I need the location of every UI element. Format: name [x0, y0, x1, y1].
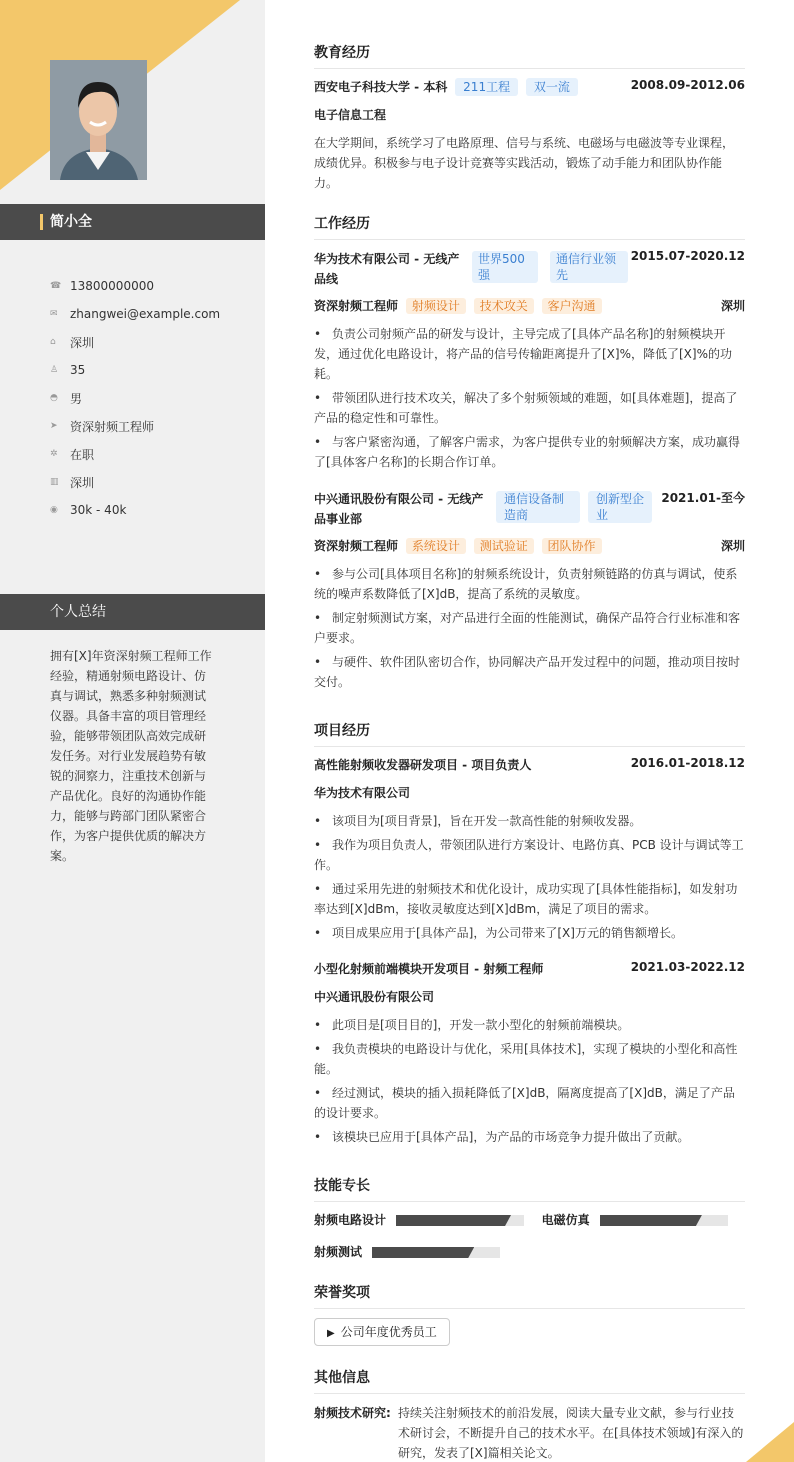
contact-list [50, 272, 260, 524]
contact-age [50, 356, 260, 384]
skill-level-fill [396, 1215, 511, 1226]
city-icon: ▥ [50, 477, 59, 487]
awards-section-title [314, 1282, 745, 1309]
status-icon: ✲ [50, 449, 58, 459]
tag-line: 业 [596, 508, 609, 522]
section-title: 工作经历 [314, 213, 745, 240]
contact-status [50, 440, 260, 468]
major: 电子信息工程 [314, 108, 387, 122]
skill-name: 射频测试 [314, 1245, 363, 1259]
avatar [50, 60, 147, 180]
skill-tag: 客户沟通 [542, 298, 602, 314]
skill-row [314, 1243, 745, 1261]
other-section-title [314, 1367, 745, 1394]
education-section-title [314, 42, 745, 69]
project-bullet: • 此项目是[项目目的]，开发一款小型化的射频前端模块。 [314, 1015, 745, 1035]
summary-title-bar [0, 594, 265, 630]
skill-tag: 系统设计 [406, 538, 466, 554]
company-name-line: 华为技术有限公司 - 无线产 [314, 252, 460, 266]
project-date: 2021.03-2022.12 [630, 960, 745, 974]
skill-tag: 技术攻关 [474, 298, 534, 314]
education-tag: 211工程 [455, 78, 518, 96]
home-icon: ⌂ [50, 337, 56, 347]
education-date: 2008.09-2012.06 [630, 78, 745, 92]
section-title: 荣誉奖项 [314, 1282, 745, 1309]
job-role: 资深射频工程师 [314, 299, 399, 313]
company-name [314, 489, 486, 529]
contact-gender [50, 384, 260, 412]
skill-level-bar [372, 1247, 500, 1258]
contact-text: 深圳 [70, 335, 95, 350]
candidate-name: 简小全 [50, 214, 92, 230]
project-company: 华为技术有限公司 [314, 786, 411, 800]
job-bullet: • 带领团队进行技术攻关，解决了多个射频领域的难题，如[具体难题]，提高了产品的稳定性和可靠性。 [314, 388, 745, 428]
company-tag [588, 491, 652, 523]
section-title: 其他信息 [314, 1367, 745, 1394]
skill-level-bar [396, 1215, 524, 1226]
project-bullet: • 该项目为[项目背景]，旨在开发一款高性能的射频收发器。 [314, 811, 745, 831]
company-tag [472, 251, 538, 283]
contact-text: 在职 [70, 447, 95, 462]
job-role-row [314, 537, 745, 555]
name-bar [0, 204, 265, 240]
job-header [314, 489, 745, 529]
tag-line: 通信设备制 [504, 492, 565, 506]
projects-section-title [314, 720, 745, 747]
section-title: 技能专长 [314, 1175, 745, 1202]
contact-text: 男 [70, 391, 83, 406]
contact-text: 13800000000 [70, 279, 154, 293]
skill-level-fill [372, 1247, 474, 1258]
section-title: 项目经历 [314, 720, 745, 747]
tag-line: 世界500 [478, 252, 525, 266]
project-bullet: • 我负责模块的电路设计与优化，采用[具体技术]，实现了模块的小型化和高性能。 [314, 1039, 745, 1079]
skill-name: 电磁仿真 [541, 1213, 590, 1227]
section-title: 教育经历 [314, 42, 745, 69]
company-name-line: 品事业部 [314, 512, 363, 526]
company-tag [496, 491, 580, 523]
contact-text: 资深射频工程师 [70, 419, 155, 434]
decorative-corner [746, 1422, 794, 1462]
education-header [314, 78, 745, 98]
project-bullet: • 该模块已应用于[具体产品]，为产品的市场竞争力提升做出了贡献。 [314, 1127, 745, 1147]
age-icon: ♙ [50, 365, 59, 375]
project-header [314, 756, 745, 776]
tag-line: 创新型企 [596, 492, 645, 506]
award-item[interactable] [314, 1318, 450, 1346]
contact-text: zhangwei@example.com [70, 307, 221, 321]
skill-row [314, 1211, 745, 1229]
job-bullet: • 与客户紧密沟通，了解客户需求，为客户提供专业的射频解决方案，成功赢得了[具体客户名称]的长期合作订单。 [314, 432, 745, 472]
contact-text: 35 [70, 363, 86, 377]
award-label: 公司年度优秀员工 [340, 1325, 437, 1339]
other-label: 射频技术研究: [314, 1406, 391, 1420]
project-bullet: • 项目成果应用于[具体产品]，为公司带来了[X]万元的销售额增长。 [314, 923, 745, 943]
summary-title: 个人总结 [50, 604, 106, 620]
project-bullet: • 通过采用先进的射频技术和优化设计，成功实现了[具体性能指标]，如发射功率达到[X]dBm，接收灵敏度达到[X]dBm，满足了项目的需求。 [314, 879, 745, 919]
project-date: 2016.01-2018.12 [630, 756, 745, 770]
project-bullet: • 我作为项目负责人，带领团队进行方案设计、电路仿真、PCB 设计与调试等工作。 [314, 835, 745, 875]
job-bullet: • 负责公司射频产品的研发与设计，主导完成了[具体产品名称]的射频模块开发，通过优化电路设计，将产品的信号传输距离提升了[X]%，降低了[X]%的功耗。 [314, 324, 745, 384]
job-city: 深圳 [720, 539, 745, 553]
skill-tag: 射频设计 [406, 298, 466, 314]
tag-line: 造商 [504, 508, 529, 522]
work-section-title [314, 213, 745, 240]
tag-line: 通信行业领 [556, 252, 617, 266]
job-role: 资深射频工程师 [314, 539, 399, 553]
education-desc: 在大学期间，系统学习了电路原理、信号与系统、电磁场与电磁波等专业课程，成绩优异。积极参与电子设计竞赛等实践活动，锻炼了动手能力和团队协作能力。 [314, 136, 735, 190]
other-info-row [314, 1403, 745, 1462]
skill-tag: 团队协作 [542, 538, 602, 554]
tag-line: 强 [478, 268, 491, 282]
sidebar [0, 0, 265, 1462]
gender-icon: ◓ [50, 393, 58, 403]
position-icon: ➤ [50, 421, 58, 431]
company-name-line: 品线 [314, 272, 339, 286]
project-company: 中兴通讯股份有限公司 [314, 990, 435, 1004]
company-tag [550, 251, 628, 283]
project-bullet: • 经过测试，模块的插入损耗降低了[X]dB，隔离度提高了[X]dB，满足了产品的设计要求。 [314, 1083, 745, 1123]
skill-level-bar [600, 1215, 728, 1226]
contact-city [50, 468, 260, 496]
company-name-line: 中兴通讯股份有限公司 - 无线产 [314, 492, 484, 506]
job-bullet: • 制定射频测试方案，对产品进行全面的性能测试，确保产品符合行业标准和客户要求。 [314, 608, 745, 648]
contact-text: 30k - 40k [70, 503, 127, 517]
phone-icon: ☎ [50, 281, 62, 291]
contact-phone [50, 272, 260, 300]
job-city: 深圳 [720, 299, 745, 313]
job-role-row [314, 297, 745, 315]
play-icon: ▶ [327, 1328, 335, 1339]
contact-email [50, 300, 260, 328]
school-name: 西安电子科技大学 - 本科 [314, 80, 448, 94]
job-bullet: • 与硬件、软件团队密切合作，协同解决产品开发过程中的问题，推动项目按时交付。 [314, 652, 745, 692]
job-date: 2015.07-2020.12 [630, 249, 745, 263]
contact-position [50, 412, 260, 440]
skill-name: 射频电路设计 [314, 1213, 387, 1227]
tag-line: 先 [556, 268, 569, 282]
contact-home [50, 328, 260, 356]
contact-text: 深圳 [70, 475, 95, 490]
other-text: 持续关注射频技术的前沿发展，阅读大量专业文献，参与行业技术研讨会，不断提升自己的技术水平。在[具体技术领域]有深入的研究，发表了[X]篇相关论文。 [398, 1406, 744, 1460]
job-header [314, 249, 745, 289]
company-name [314, 249, 464, 289]
summary-text: 拥有[X]年资深射频工程师工作经验，精通射频电路设计、仿真与调试，熟悉多种射频测试仪器。具备丰富的项目管理经验，能够带领团队高效完成研发任务。对行业发展趋势有敏锐的洞察力，注重技术创新与产品优化。良好的沟通协作能力，能够与跨部门团队紧密合作，为客户提供优质的解决方案。 [50, 649, 212, 863]
job-bullet: • 参与公司[具体项目名称]的射频系统设计，负责射频链路的仿真与调试，使系统的噪声系数降低了[X]dB，提高了系统的灵敏度。 [314, 564, 745, 604]
contact-salary [50, 496, 260, 524]
project-header [314, 960, 745, 980]
skill-level-fill [600, 1215, 702, 1226]
salary-icon: ◉ [50, 505, 58, 515]
job-date: 2021.01-至今 [661, 491, 745, 505]
project-name: 高性能射频收发器研发项目 - 项目负责人 [314, 758, 532, 772]
skill-tag: 测试验证 [474, 538, 534, 554]
skills-section-title [314, 1175, 745, 1202]
project-name: 小型化射频前端模块开发项目 - 射频工程师 [314, 962, 544, 976]
education-tag: 双一流 [526, 78, 578, 96]
email-icon: ✉ [50, 309, 58, 319]
